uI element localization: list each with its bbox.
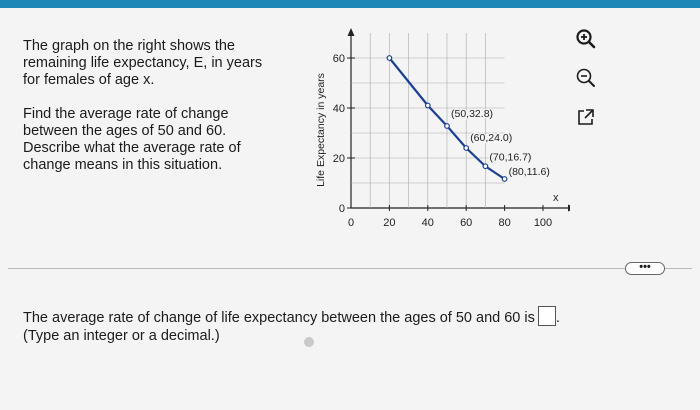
open-external-button[interactable] bbox=[575, 106, 597, 128]
x-tick-label: 100 bbox=[533, 217, 553, 229]
x-axis-label: x bbox=[553, 192, 559, 204]
x-tick-label: 60 bbox=[460, 217, 473, 229]
chart-ticks bbox=[333, 53, 552, 229]
question-description: The graph on the right shows the remaining life expectancy, E, in years for females of age x. bbox=[23, 38, 263, 88]
y-tick-label: 20 bbox=[332, 153, 345, 165]
y-tick-label: 40 bbox=[332, 103, 345, 115]
question-task: Find the average rate of change between the ages of 50 and 60. Describe what the average rate of change means in this situation. bbox=[23, 106, 241, 173]
zoom-in-icon bbox=[575, 28, 597, 50]
zoom-in-button[interactable] bbox=[575, 28, 597, 50]
zoom-out-icon bbox=[575, 67, 597, 89]
answer-period: . bbox=[555, 310, 560, 326]
y-tick-label: 0 bbox=[338, 203, 345, 215]
x-axis-arrow bbox=[568, 205, 570, 212]
y-axis-arrow bbox=[348, 28, 355, 36]
zoom-out-button[interactable] bbox=[575, 67, 597, 89]
data-point-label: (80,11.6) bbox=[508, 166, 550, 178]
x-tick-label: 80 bbox=[498, 217, 511, 229]
answer-line bbox=[23, 306, 560, 327]
data-point bbox=[502, 177, 507, 182]
data-point bbox=[483, 164, 488, 169]
chart-grid bbox=[351, 33, 505, 208]
x-tick-label: 0 bbox=[347, 217, 355, 229]
data-point bbox=[387, 56, 392, 61]
top-accent-bar bbox=[0, 0, 700, 8]
life-expectancy-chart bbox=[300, 20, 570, 235]
data-point-label: (60,24.0) bbox=[470, 132, 513, 144]
question-panel bbox=[23, 38, 283, 191]
data-point bbox=[464, 146, 469, 151]
data-point-label: (50,32.8) bbox=[451, 108, 494, 120]
data-point bbox=[445, 124, 450, 129]
answer-input-box[interactable] bbox=[538, 306, 556, 326]
section-divider bbox=[8, 268, 692, 269]
answer-section bbox=[23, 306, 560, 345]
data-point bbox=[426, 103, 431, 108]
status-dot bbox=[304, 337, 314, 347]
data-point-label: (70,16.7) bbox=[489, 151, 532, 164]
y-axis-label: Life Expectancy in years bbox=[315, 73, 327, 187]
chart-point-labels bbox=[451, 108, 550, 178]
answer-hint: (Type an integer or a decimal.) bbox=[23, 328, 220, 344]
answer-prompt: The average rate of change of life expectancy between the ages of 50 and 60 is bbox=[23, 310, 535, 326]
y-tick-label: 60 bbox=[332, 53, 345, 65]
external-link-icon bbox=[575, 106, 597, 128]
x-tick-label: 20 bbox=[383, 217, 396, 229]
more-options-button[interactable]: ••• bbox=[625, 262, 665, 275]
x-tick-label: 40 bbox=[421, 217, 434, 229]
